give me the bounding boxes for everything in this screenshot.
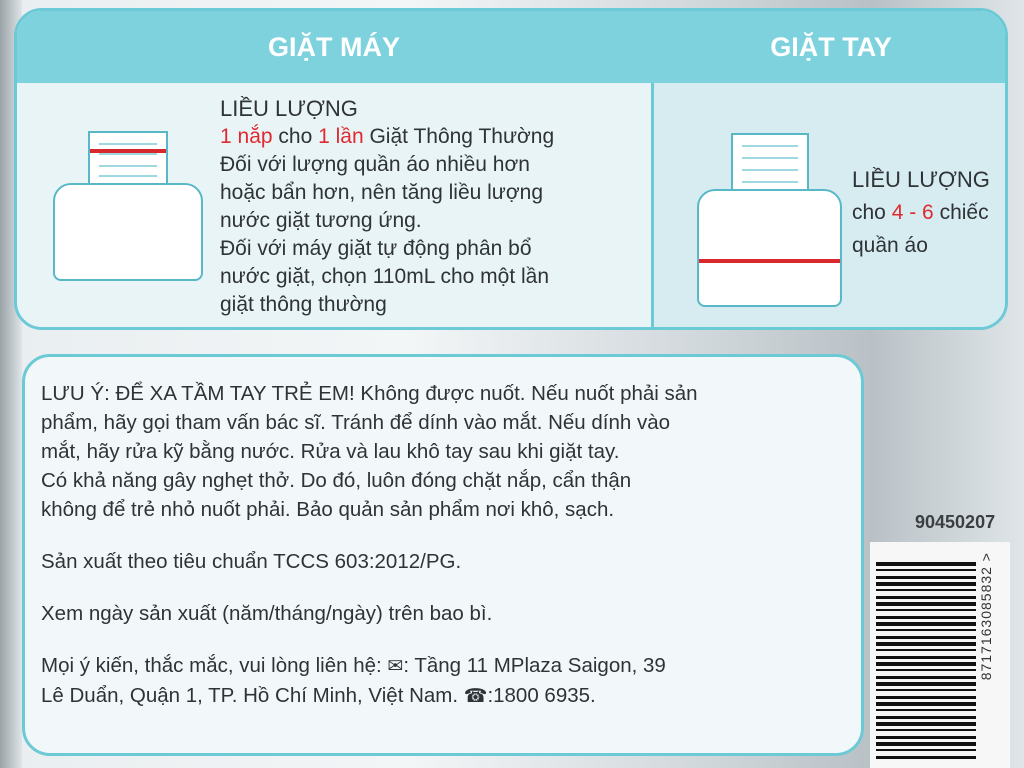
machine-wash-header: GIẶT MÁY [268, 31, 400, 62]
contact-intro: Mọi ý kiến, thắc mắc, vui lòng liên hệ: [41, 654, 388, 677]
warning-panel [22, 354, 864, 756]
piece-text: chiếc [933, 201, 989, 224]
wash-count: 1 lần [318, 125, 364, 148]
warning-text [41, 379, 851, 524]
warning-line: LƯU Ý: ĐỂ XA TẦM TAY TRẺ EM! Không được nuốt. Nếu nuốt phải sản [41, 382, 698, 405]
contact-text [41, 651, 851, 711]
warning-line: mắt, hãy rửa kỹ bằng nước. Rửa và lau khô tay sau khi giặt tay. [41, 440, 620, 463]
machine-bottle-icon [53, 111, 203, 281]
barcode [870, 542, 1010, 768]
contact-phone: :1800 6935. [487, 684, 596, 707]
hand-dosage-line [852, 196, 1008, 229]
normal-wash-text: Giặt Thông Thường [363, 125, 555, 148]
warning-line: Có khả năng gây nghẹt thở. Do đó, luôn đóng chặt nắp, cẩn thận [41, 469, 632, 492]
mail-icon: ✉ [387, 656, 404, 677]
machine-dosage-line: Đối với lượng quần áo nhiều hơn [220, 153, 530, 176]
hand-dosage-line3: quần áo [852, 234, 928, 257]
cap-count: 1 nắp [220, 125, 273, 148]
contact-line1 [41, 651, 851, 681]
warning-line: không để trẻ nhỏ nuốt phải. Bảo quản sản phẩm nơi khô, sạch. [41, 498, 615, 521]
machine-dosage-line: hoặc bẩn hơn, nên tăng liều lượng [220, 181, 543, 204]
standard-text: Sản xuất theo tiêu chuẩn TCCS 603:2012/PG. [41, 550, 462, 573]
machine-dosage-title: LIỀU LƯỢNG [220, 96, 358, 121]
garment-range: 4 - 6 [891, 201, 934, 224]
contact-city: Lê Duẩn, Quận 1, TP. Hồ Chí Minh, Việt Nam. [41, 684, 464, 707]
machine-dosage-line: nước giặt tương ứng. [220, 209, 422, 232]
hand-dosage-title: LIỀU LƯỢNG [852, 167, 990, 192]
machine-dosage-line: nước giặt, chọn 110mL cho một lần [220, 265, 550, 288]
date-note-text: Xem ngày sản xuất (năm/tháng/ngày) trên bao bì. [41, 602, 493, 625]
contact-address: : Tầng 11 MPlaza Saigon, 39 [403, 654, 666, 677]
machine-dosage-line: Đối với máy giặt tự động phân bổ [220, 237, 532, 260]
contact-line2 [41, 681, 851, 711]
machine-dosage-line1 [220, 123, 640, 151]
barcode-digits: 8717163085832 > [978, 552, 994, 681]
for-text: cho [852, 201, 892, 224]
hand-wash-header: GIẶT TAY [770, 31, 892, 62]
dosage-panel [14, 8, 1008, 330]
hand-bottle-icon [697, 123, 842, 307]
warning-line: phẩm, hãy gọi tham vấn bác sĩ. Tránh để dính vào mắt. Nếu dính vào [41, 411, 671, 434]
hand-dosage-text [852, 163, 1008, 262]
phone-icon: ☎ [463, 686, 488, 707]
machine-dosage-text [220, 95, 640, 319]
barcode-bars [876, 562, 976, 762]
product-code: 90450207 [915, 512, 996, 532]
connector-text: cho [272, 125, 319, 148]
machine-dosage-line: giặt thông thường [220, 293, 387, 316]
